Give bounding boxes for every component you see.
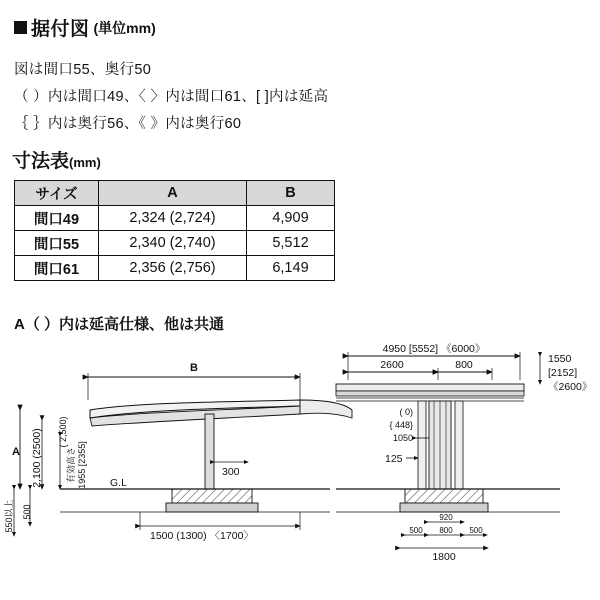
table-header-row bbox=[15, 181, 335, 206]
effective-height-value: 1955 [2355] bbox=[77, 441, 87, 489]
page-title-unit: (単位mm) bbox=[93, 19, 156, 36]
right-span-right-label: 800 bbox=[455, 359, 473, 371]
drawing-area bbox=[0, 340, 600, 600]
right-dim-125: 125 bbox=[385, 453, 403, 465]
effective-height-label: 有効高さ bbox=[66, 446, 76, 484]
cell-size: 間口61 bbox=[15, 256, 99, 281]
post-offset-label: 300 bbox=[222, 466, 240, 478]
table-row bbox=[15, 256, 335, 281]
base-dim-500-right: 500 bbox=[469, 526, 483, 535]
right-front-drawing bbox=[336, 343, 592, 563]
page-header bbox=[14, 14, 156, 41]
cell-b: 4,909 bbox=[247, 206, 335, 231]
left-height-bracket-label: ( 2,500) bbox=[58, 416, 68, 448]
right-offset-448: { 448} bbox=[389, 420, 413, 430]
base-dim-920: 920 bbox=[439, 513, 453, 522]
right-dim-1550: 1550 bbox=[548, 353, 572, 365]
note-line-2: （ ）内は間口49、〈 〉内は間口61、[ ]内は延高 bbox=[14, 89, 329, 105]
dimension-table-title bbox=[12, 146, 101, 173]
note-line-3: ｛ ｝内は奥行56、《 》内は奥行60 bbox=[14, 116, 242, 132]
dimension-table-unit: (mm) bbox=[69, 155, 101, 170]
right-offset-1050: 1050 bbox=[392, 433, 413, 443]
page-title: 据付図 bbox=[31, 19, 90, 40]
right-total-width-label: 4950 [5552] 《6000》 bbox=[382, 343, 486, 355]
right-span-left-label: 2600 bbox=[380, 359, 404, 371]
cell-size: 間口49 bbox=[15, 206, 99, 231]
dimension-table bbox=[14, 180, 335, 281]
left-vertical-A-label: A bbox=[12, 446, 20, 458]
cell-a: 2,340 (2,740) bbox=[99, 231, 247, 256]
table-header-size: サイズ bbox=[15, 181, 99, 206]
note-line-1: 図は間口55、奥行50 bbox=[14, 62, 152, 78]
table-row bbox=[15, 231, 335, 256]
left-height-main-label: 2,100 (2500) bbox=[31, 428, 43, 488]
table-header-a: A bbox=[99, 181, 247, 206]
left-elevation-drawing bbox=[3, 362, 352, 542]
table-header-b: B bbox=[247, 181, 335, 206]
table-row bbox=[15, 206, 335, 231]
right-dim-2152: [2152] bbox=[548, 367, 578, 379]
right-offset-0: ( 0) bbox=[399, 407, 413, 417]
base-dim-800: 800 bbox=[439, 526, 453, 535]
cell-a: 2,356 (2,756) bbox=[99, 256, 247, 281]
ground-level-label: G.L bbox=[110, 477, 127, 489]
base-depth-2-label: 500 bbox=[22, 504, 32, 520]
cell-a: 2,324 (2,724) bbox=[99, 206, 247, 231]
footing-width-label: 1500 (1300) 〈1700〉 bbox=[150, 530, 254, 542]
dimension-table-footnote: A（ ）内は延高仕様、他は共通 bbox=[14, 316, 225, 333]
cell-b: 5,512 bbox=[247, 231, 335, 256]
left-top-dimension-label: B bbox=[190, 362, 198, 374]
dimension-table-title-text: 寸法表 bbox=[12, 151, 70, 172]
base-depth-1-label: 550以上 bbox=[4, 499, 14, 533]
cell-size: 間口55 bbox=[15, 231, 99, 256]
square-bullet-icon bbox=[14, 21, 27, 34]
cell-b: 6,149 bbox=[247, 256, 335, 281]
right-dim-2600: 《2600》 bbox=[548, 381, 593, 393]
base-dim-500-left: 500 bbox=[409, 526, 423, 535]
base-total-label: 1800 bbox=[432, 551, 456, 563]
